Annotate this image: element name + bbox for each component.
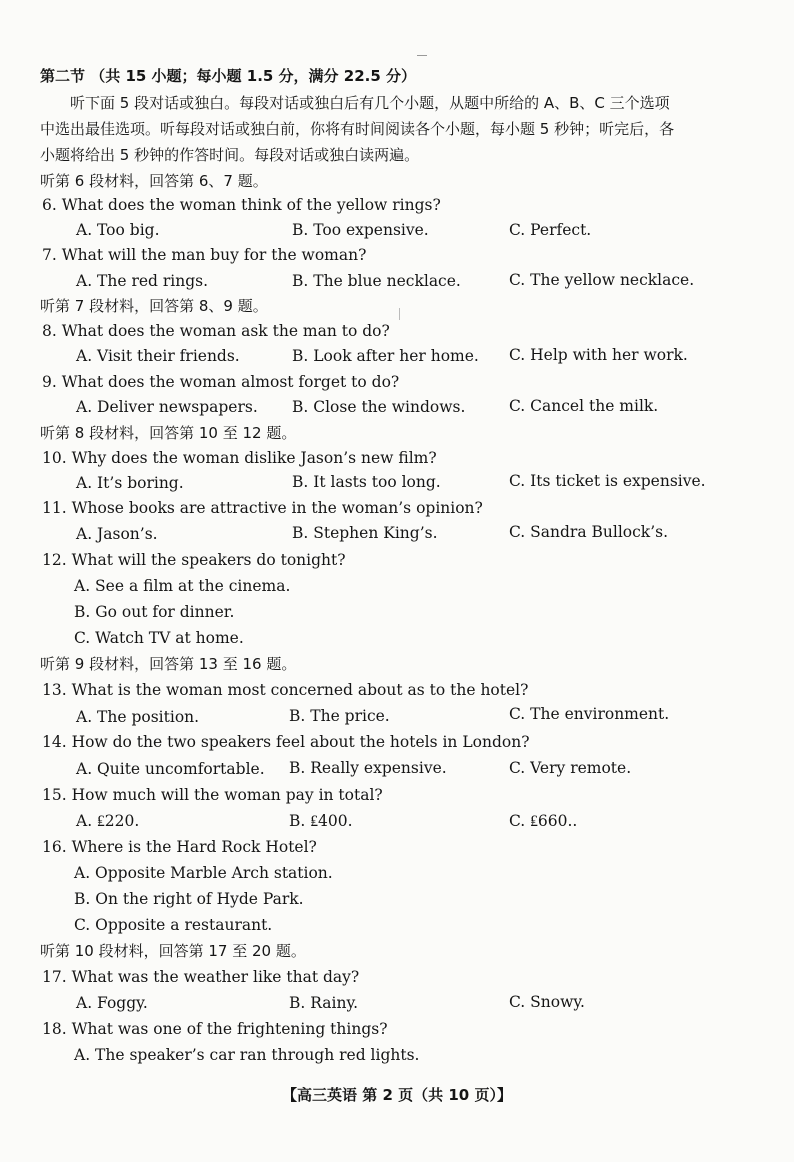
option-b: B. Rainy. [289,994,359,1012]
option-a: A. It’s boring. [76,474,184,492]
group-label: 听第 10 段材料，回答第 17 至 20 题。 [40,942,306,960]
option-b: B. Stephen King’s. [292,524,438,542]
question-stem: 18. What was one of the frightening things? [42,1020,388,1038]
option-b: B. Close the windows. [292,398,466,416]
question-stem: 13. What is the woman most concerned about as to the hotel? [42,681,529,699]
option-a: A. Foggy. [76,994,148,1012]
option-b: B. The price. [289,707,390,725]
option-c: C. Watch TV at home. [74,629,244,647]
option-b: B. Too expensive. [292,221,429,239]
scan-mark [417,55,427,56]
option-b: B. Go out for dinner. [74,603,235,621]
question-stem: 11. Whose books are attractive in the woman’s opinion? [42,499,483,517]
option-a: A. Opposite Marble Arch station. [74,864,333,882]
option-c: C. Opposite a restaurant. [74,916,273,934]
option-a: A. The red rings. [76,272,209,290]
option-a: A. The speaker’s car ran through red lights. [74,1046,420,1064]
group-label: 听第 7 段材料，回答第 8、9 题。 [40,297,268,315]
option-c: C. Sandra Bullock’s. [509,523,669,541]
option-c: C. Snowy. [509,993,585,1011]
option-a: A. ₤220. [76,812,140,830]
question-stem: 8. What does the woman ask the man to do? [42,322,390,340]
question-stem: 15. How much will the woman pay in total? [42,786,383,804]
instruction-line: 听下面 5 段对话或独白。每段对话或独白后有几个小题，从题中所给的 A、B、C 三个选项 [70,94,670,112]
question-stem: 12. What will the speakers do tonight? [42,551,346,569]
option-b: B. On the right of Hyde Park. [74,890,304,908]
question-stem: 14. How do the two speakers feel about the hotels in London? [42,733,530,751]
question-stem: 6. What does the woman think of the yellow rings? [42,196,441,214]
instruction-line: 小题将给出 5 秒钟的作答时间。每段对话或独白读两遍。 [40,146,420,164]
instruction-line: 中选出最佳选项。听每段对话或独白前，你将有时间阅读各个小题，每小题 5 秒钟；听完后，各 [40,120,675,138]
question-stem: 7. What will the man buy for the woman? [42,246,367,264]
option-a: A. Deliver newspapers. [76,398,258,416]
question-stem: 17. What was the weather like that day? [42,968,360,986]
option-c: C. Very remote. [509,759,632,777]
option-c: C. The yellow necklace. [509,271,695,289]
option-b: B. ₤400. [289,812,353,830]
option-a: A. Visit their friends. [76,347,240,365]
option-b: B. The blue necklace. [292,272,461,290]
option-a: A. Too big. [76,221,160,239]
option-a: A. Quite uncomfortable. [76,760,265,778]
option-a: A. Jason’s. [76,525,158,543]
option-c: C. Perfect. [509,221,592,239]
option-b: B. Look after her home. [292,347,479,365]
page-footer: 【高三英语 第 2 页（共 10 页）】 [282,1086,512,1104]
group-label: 听第 9 段材料，回答第 13 至 16 题。 [40,655,297,673]
question-stem: 10. Why does the woman dislike Jason’s new film? [42,449,437,467]
option-c: C. ₤660.. [509,812,578,830]
scan-mark [399,308,400,320]
group-label: 听第 6 段材料，回答第 6、7 题。 [40,172,268,190]
option-c: C. Cancel the milk. [509,397,659,415]
option-c: C. Its ticket is expensive. [509,472,706,490]
group-label: 听第 8 段材料，回答第 10 至 12 题。 [40,424,297,442]
section-heading: 第二节 （共 15 小题；每小题 1.5 分，满分 22.5 分） [40,67,417,85]
question-stem: 16. Where is the Hard Rock Hotel? [42,838,317,856]
option-c: C. The environment. [509,705,670,723]
option-a: A. See a film at the cinema. [74,577,291,595]
option-b: B. Really expensive. [289,759,447,777]
question-stem: 9. What does the woman almost forget to do? [42,373,400,391]
option-b: B. It lasts too long. [292,473,441,491]
option-c: C. Help with her work. [509,346,688,364]
option-a: A. The position. [76,708,200,726]
